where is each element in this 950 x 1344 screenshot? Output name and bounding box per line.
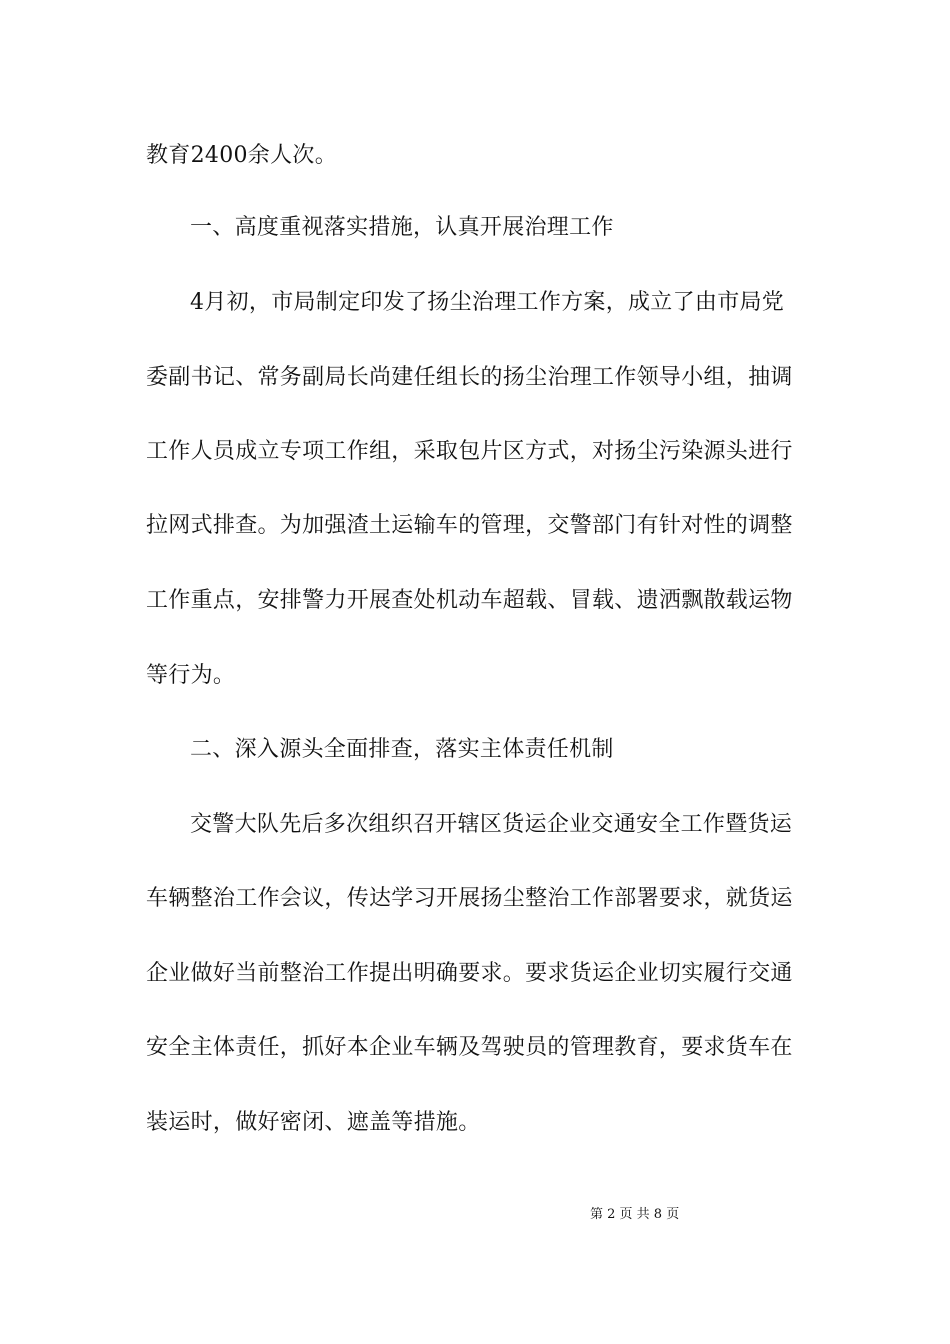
text-line: 工作人员成立专项工作组，采取包片区方式，对扬尘污染源头进行 — [146, 439, 793, 464]
section-heading-2: 二、深入源头全面排查，落实主体责任机制 — [190, 737, 614, 762]
text-line: 4月初，市局制定印发了扬尘治理工作方案，成立了由市局党 — [190, 290, 785, 315]
text-line: 工作重点，安排警力开展查处机动车超载、冒载、遗洒飘散载运物 — [146, 588, 793, 613]
text-line: 拉网式排查。为加强渣土运输车的管理，交警部门有针对性的调整 — [146, 513, 793, 538]
text-line: 车辆整治工作会议，传达学习开展扬尘整治工作部署要求，就货运 — [146, 886, 793, 911]
text-line: 交警大队先后多次组织召开辖区货运企业交通安全工作暨货运 — [190, 812, 793, 837]
text-line: 安全主体责任，抓好本企业车辆及驾驶员的管理教育，要求货车在 — [146, 1035, 793, 1060]
text-line: 教育2400余人次。 — [146, 143, 337, 168]
text-line: 装运时，做好密闭、遮盖等措施。 — [146, 1110, 481, 1135]
page-number: 第 2 页 共 8 页 — [590, 1207, 680, 1222]
text-line: 等行为。 — [146, 663, 236, 688]
text-line: 企业做好当前整治工作提出明确要求。要求货运企业切实履行交通 — [146, 961, 793, 986]
text-line: 委副书记、常务副局长尚建任组长的扬尘治理工作领导小组，抽调 — [146, 365, 793, 390]
section-heading-1: 一、高度重视落实措施，认真开展治理工作 — [190, 215, 614, 240]
